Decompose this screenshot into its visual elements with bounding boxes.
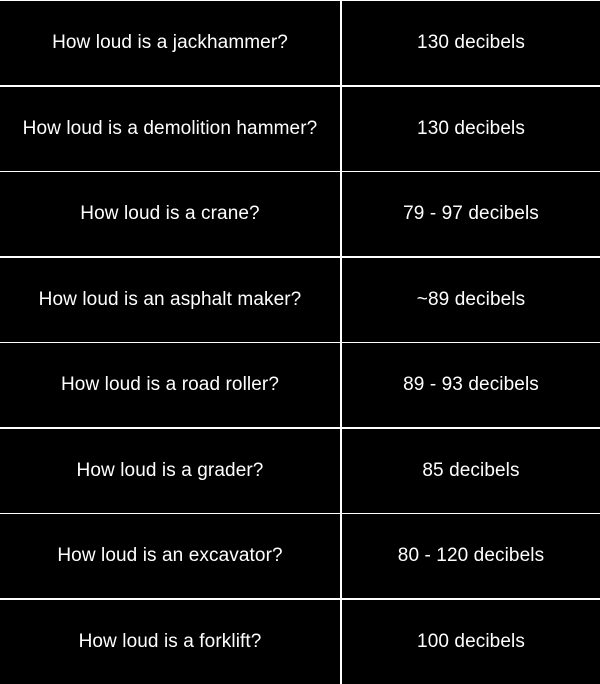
question-cell: How loud is an excavator?: [0, 514, 340, 598]
answer-cell: 100 decibels: [342, 600, 600, 684]
answer-cell: 130 decibels: [342, 1, 600, 85]
question-cell: How loud is a grader?: [0, 429, 340, 513]
question-cell: How loud is a jackhammer?: [0, 1, 340, 85]
answer-cell: 80 - 120 decibels: [342, 514, 600, 598]
question-cell: How loud is a demolition hammer?: [0, 87, 340, 171]
answer-cell: 89 - 93 decibels: [342, 343, 600, 427]
answer-cell: 85 decibels: [342, 429, 600, 513]
answer-cell: 130 decibels: [342, 87, 600, 171]
question-cell: How loud is an asphalt maker?: [0, 258, 340, 342]
question-cell: How loud is a forklift?: [0, 600, 340, 684]
question-cell: How loud is a crane?: [0, 172, 340, 256]
answer-cell: 79 - 97 decibels: [342, 172, 600, 256]
answer-cell: ~89 decibels: [342, 258, 600, 342]
question-cell: How loud is a road roller?: [0, 343, 340, 427]
